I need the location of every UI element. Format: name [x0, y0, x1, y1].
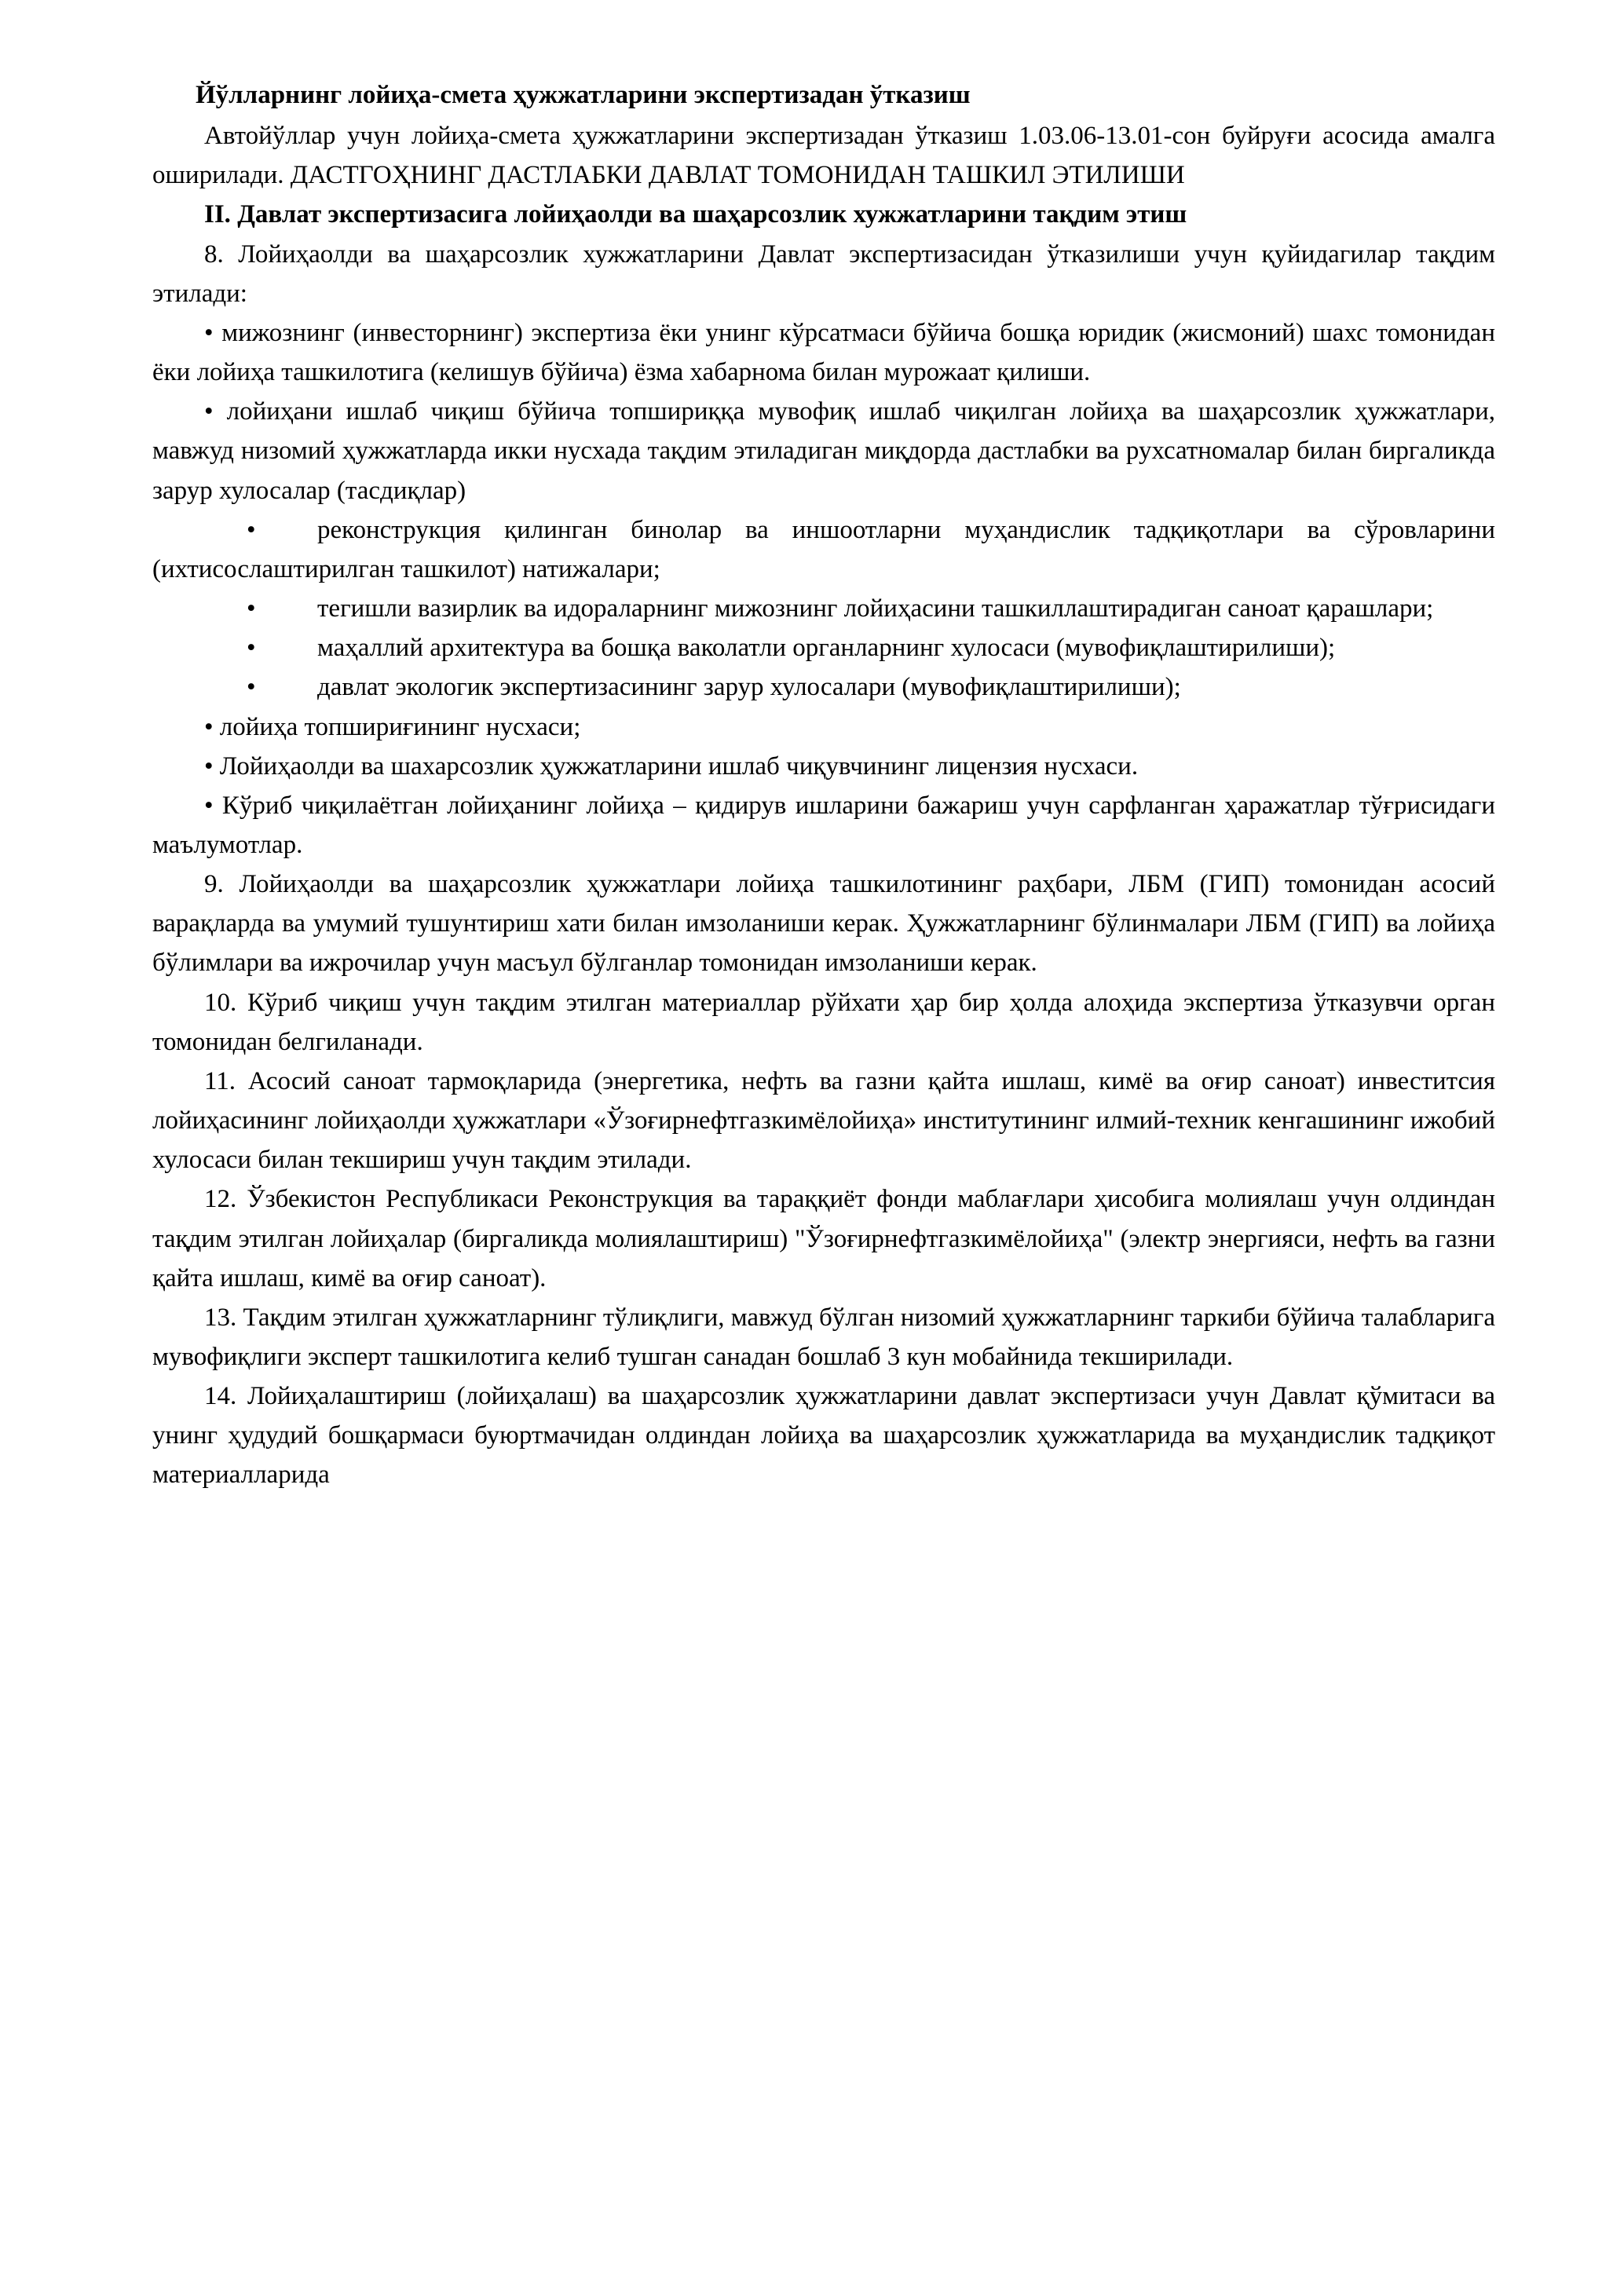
section-number: II. [204, 200, 231, 229]
paragraph-10: 10. Кўриб чиқиш учун тақдим этилган материаллар рўйхати ҳар бир ҳолда алоҳида экспертиза ўтказувчи орган томонидан белгиланади. [152, 988, 1495, 1056]
paragraph-12: 12. Ўзбекистон Республикаси Реконструкция ва тараққиёт фонди маблағлари ҳисобига молиялаш учун олдиндан тақдим этилган лойиҳалар (биргаликда молиялаштириш) "Ўзоғирнефтгазкимёлойиҳа" (электр энергияси, нефть ва газни қайта ишлаш, кимё ва оғир саноат). [152, 1185, 1495, 1292]
bullet-marker: • [247, 634, 256, 663]
bullet-item: • лойиҳани ишлаб чиқиш бўйича топшириққа мувофиқ ишлаб чиқилган лойиҳа ва шаҳарсозлик ҳужжатлари, мавжуд низомий ҳужжатларда икки нусхада тақдим этиладиган миқдорда дастлабки ва рухсатномалар билан биргаликда зарур хулосалар (тасдиқлар) [152, 397, 1495, 505]
bullet-item [152, 589, 1495, 628]
paragraph-11: 11. Асосий саноат тармоқларида (энергетика, нефть ва газни қайта ишлаш, кимё ва оғир саноат) инвеститсия лойиҳасининг лойиҳаолди ҳужжатлари «Ўзоғирнефтгазкимёлойиҳа» институтининг илмий-техник кенгашининг ижобий хулосаси билан текшириш учун тақдим этилади. [152, 1066, 1495, 1175]
bullet-marker: • [247, 515, 256, 544]
paragraph-8: 8. Лойиҳаолди ва шаҳарсозлик хужжатларини Давлат экспертизасидан ўтказилиши учун қуйидагилар тақдим этилади: [152, 239, 1495, 308]
bullet-text: реконструкция қилинган бинолар ва иншоотларни муҳандислик тадқиқотлари ва сўровларини (ихтисослаштирилган ташкилот) натижалари; [152, 515, 1495, 583]
bullet-item [152, 667, 1495, 707]
section-heading-ii [152, 195, 1495, 234]
paragraph-9: 9. Лойиҳаолди ва шаҳарсозлик ҳужжатлари лойиҳа ташкилотининг раҳбари, ЛБМ (ГИП) томонидан асосий варақларда ва умумий тушунтириш хати билан имзоланиши керак. Ҳужжатларнинг бўлинмалари ЛБМ (ГИП) ва лойиҳа бўлимлари ва ижрочилар учун масъул бўлганлар томонидан имзоланиши керак. [152, 870, 1495, 978]
bullet-item: • Кўриб чиқилаётган лойиҳанинг лойиҳа – қидирув ишларини бажариш учун сарфланган ҳаражатлар тўғрисидаги маълумотлар. [152, 791, 1495, 859]
bullet-item: • лойиҳа топшириғининг нусхаси; [204, 712, 581, 741]
document-title: Йўлларнинг лойиҳа-смета ҳужжатларини экспертизадан ўтказиш [196, 81, 971, 109]
paragraph-14: 14. Лойиҳалаштириш (лойиҳалаш) ва шаҳарсозлик ҳужжатларини давлат экспертизаси учун Давлат қўмитаси ва унинг ҳудудий бошқармаси буюртмачидан олдиндан лойиҳа ва шаҳарсозлик ҳужжатларида ва муҳандислик тадқиқот материалларида [152, 1382, 1495, 1490]
bullet-marker: • [247, 594, 256, 623]
paragraph-intro: Автойўллар учун лойиҳа-смета ҳужжатларини экспертизадан ўтказиш 1.03.06-13.01-сон буйруғи асосида амалга оширилади. ДАСТГОҲНИНГ ДАСТЛАБКИ ДАВЛАТ ТОМОНИДАН ТАШКИЛ ЭТИЛИШИ [152, 122, 1495, 190]
bullet-marker: • [247, 673, 256, 702]
paragraph-13: 13. Тақдим этилган ҳужжатларнинг тўлиқлиги, мавжуд бўлган низомий ҳужжатларнинг таркиби бўйича талабларига мувофиқлиги эксперт ташкилотига келиб тушган санадан бошлаб 3 кун мобайнида текширилади. [152, 1303, 1495, 1371]
bullet-item: • мижознинг (инвесторнинг) экспертиза ёки унинг кўрсатмаси бўйича бошқа юридик (жисмоний) шахс томонидан ёки лойиҳа ташкилотига (келишув бўйича) ёзма хабарнома билан мурожаат қилиши. [152, 318, 1495, 387]
bullet-text: тегишли вазирлик ва идораларнинг мижознинг лойиҳасини ташкиллаштирадиган саноат қарашлари; [317, 594, 1434, 623]
bullet-item [152, 510, 1495, 589]
bullet-item: • Лойиҳаолди ва шахарсозлик ҳужжатларини ишлаб чиқувчининг лицензия нусхаси. [204, 751, 1139, 781]
bullet-text: давлат экологик экспертизасининг зарур хулосалари (мувофиқлаштирилиши); [317, 673, 1181, 702]
section-heading-text: Давлат экспертизасига лойиҳаолди ва шаҳарсозлик хужжатларини тақдим этиш [230, 200, 1187, 229]
document-body [152, 75, 1495, 1495]
bullet-text: маҳаллий архитектура ва бошқа ваколатли органларнинг хулосаси (мувофиқлаштирилиши); [317, 634, 1336, 663]
bullet-item [152, 628, 1495, 667]
